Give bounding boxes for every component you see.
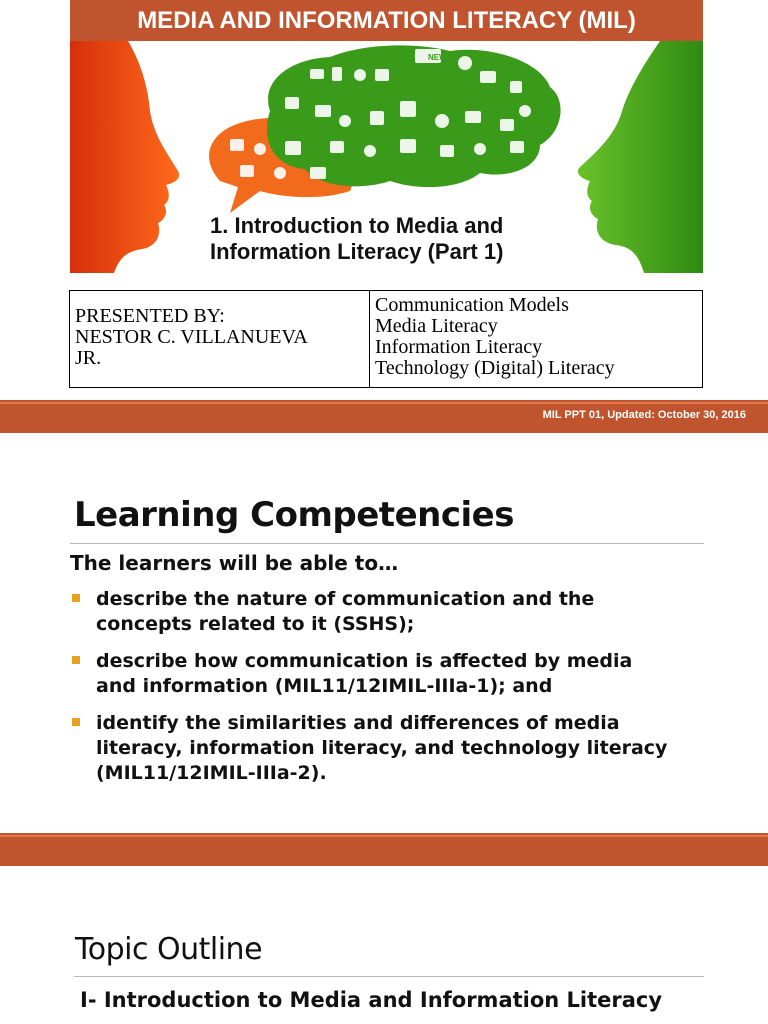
media-icons-speech-bubble [209,45,560,213]
intro-text: The learners will be able to… [70,551,399,575]
topic-item: Communication Models [375,294,569,316]
topic-item: Technology (Digital) Literacy [375,357,615,379]
competencies-slide [0,433,768,831]
presenter-topics-table [69,290,703,388]
list-item [70,649,710,699]
outline-item: I- Introduction to Media and Information Literacy [80,988,663,1012]
footer-note: MIL PPT 01, Updated: October 30, 2016 [542,409,746,421]
slide-title: Topic Outline [75,932,263,967]
title-divider [70,543,704,544]
footer-stripe [0,402,768,404]
banner-image [70,41,703,273]
bullet-text-line: and information (MIL11/12IMIL-IIIa-1); and [96,675,553,697]
list-item [70,711,710,786]
bullet-text-line: (MIL11/12IMIL-IIIa-2). [96,762,327,784]
bullet-text-line: concepts related to it (SSHS); [96,613,415,635]
outline-slide [0,866,768,1024]
bullet-text-line: describe the nature of communication and the [96,588,595,610]
bullet-text-line: identify the similarities and differences of media [96,712,620,734]
slide-subtitle [210,213,630,265]
topics-cell [370,291,703,388]
presenter-name-line-1: NESTOR C. VILLANUEVA [75,326,308,348]
topic-item: Information Literacy [375,336,543,358]
topic-item: Media Literacy [375,315,498,337]
bullet-text-line: literacy, information literacy, and technology literacy [96,737,668,759]
presenter-cell [70,291,370,388]
list-item [70,587,710,637]
title-slide [0,0,768,396]
presenter-label: PRESENTED BY: [75,305,225,327]
separator-stripe [0,835,768,837]
presenter-name-line-2: JR. [75,347,102,369]
title-divider [74,976,704,977]
slide-footer-band [0,400,768,433]
orange-face-silhouette [70,41,179,273]
slide-separator-band [0,833,768,866]
bullet-square-icon [72,656,80,664]
bullet-square-icon [72,718,80,726]
bullet-text-line: describe how communication is affected by media [96,650,633,672]
news-icon: NEWS [428,53,452,62]
slide-header-title: MEDIA AND INFORMATION LITERACY (MIL) [70,0,703,41]
bullet-square-icon [72,594,80,602]
competency-list [70,587,710,798]
subtitle-line-1: 1. Introduction to Media and [210,213,504,238]
subtitle-line-2: Information Literacy (Part 1) [210,239,504,264]
slide-title: Learning Competencies [74,495,514,535]
